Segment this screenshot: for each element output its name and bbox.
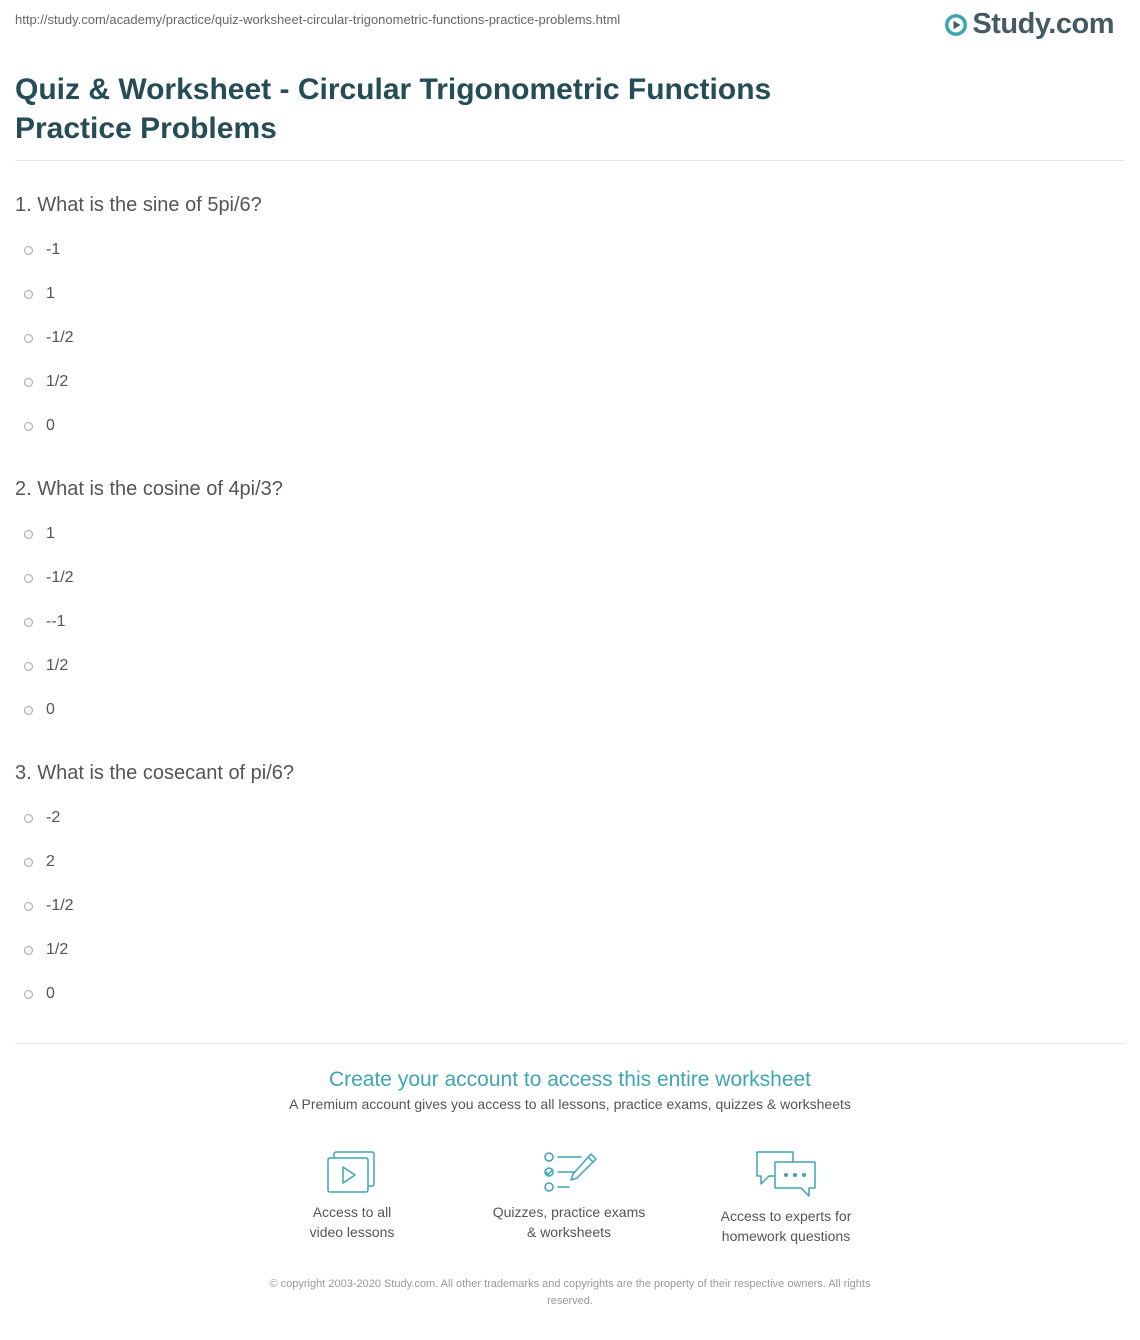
radio-button[interactable] (24, 990, 33, 999)
answer-choice[interactable] (15, 228, 1115, 272)
choice-label: 1/2 (46, 941, 69, 958)
page-title-line-1: Quiz & Worksheet - Circular Trigonometric Functions (15, 73, 772, 106)
feature-experts (686, 1148, 886, 1246)
feature-label-line-2: video lessons (309, 1224, 395, 1240)
logo-text: Study.com (972, 8, 1114, 40)
answer-choice[interactable] (15, 884, 1115, 928)
question-list (15, 190, 1115, 1042)
radio-button[interactable] (24, 530, 33, 539)
cta-title-link[interactable]: Create your account to access this entire worksheet (328, 1068, 812, 1091)
question-text: 3. What is the cosecant of pi/6? (15, 762, 295, 784)
answer-choice[interactable] (15, 600, 1115, 644)
feature-video-lessons (252, 1148, 452, 1242)
feature-label-line-1: Quizzes, practice exams (492, 1204, 646, 1220)
radio-button[interactable] (24, 574, 33, 583)
answer-choice[interactable] (15, 512, 1115, 556)
title-divider (15, 160, 1125, 161)
choice-label: 0 (46, 701, 55, 718)
radio-button[interactable] (24, 946, 33, 955)
feature-quizzes (469, 1148, 669, 1242)
question-2 (15, 474, 1115, 758)
quiz-checklist-icon (539, 1148, 599, 1196)
answer-choice[interactable] (15, 556, 1115, 600)
answer-choice[interactable] (15, 972, 1115, 1016)
chat-bubbles-icon (753, 1148, 819, 1200)
radio-button[interactable] (24, 858, 33, 867)
feature-label (686, 1206, 886, 1246)
choice-label: -1/2 (46, 569, 74, 586)
feature-label (252, 1202, 452, 1242)
choice-label: 1 (46, 285, 55, 302)
radio-button[interactable] (24, 814, 33, 823)
question-text: 2. What is the cosine of 4pi/3? (15, 478, 283, 500)
feature-label-line-1: Access to all (312, 1204, 392, 1220)
page-title (15, 70, 915, 148)
radio-button[interactable] (24, 422, 33, 431)
radio-button[interactable] (24, 290, 33, 299)
choice-label: 1/2 (46, 657, 69, 674)
page-url[interactable]: http://study.com/academy/practice/quiz-worksheet-circular-trigonometric-functions-practice-problems.html (15, 12, 621, 27)
study-logo[interactable] (944, 8, 1114, 41)
feature-label-line-1: Access to experts for (720, 1208, 852, 1224)
radio-button[interactable] (24, 618, 33, 627)
choice-label: 2 (46, 853, 55, 870)
feature-label (469, 1202, 669, 1242)
copyright-line-1: © copyright 2003-2020 Study.com. All other trademarks and copyrights are the property of their respective owners. All rights (269, 1278, 871, 1290)
choice-label: 1 (46, 525, 55, 542)
radio-button[interactable] (24, 378, 33, 387)
top-bar (0, 0, 1140, 50)
video-lessons-icon (324, 1148, 380, 1196)
radio-button[interactable] (24, 246, 33, 255)
choice-label: 0 (46, 417, 55, 434)
feature-label-line-2: & worksheets (526, 1224, 612, 1240)
answer-choice[interactable] (15, 688, 1115, 732)
choice-label: -1 (46, 241, 61, 258)
choice-label: 1/2 (46, 373, 69, 390)
choice-label: --1 (46, 613, 66, 630)
answer-choice[interactable] (15, 840, 1115, 884)
answer-choice[interactable] (15, 928, 1115, 972)
choice-label: -2 (46, 809, 61, 826)
page-title-line-2: Practice Problems (15, 112, 277, 145)
radio-button[interactable] (24, 334, 33, 343)
signup-cta (0, 1066, 1140, 1112)
cta-subtitle: A Premium account gives you access to all lessons, practice exams, quizzes & worksheets (289, 1096, 851, 1112)
answer-choice[interactable] (15, 404, 1115, 448)
play-logo-icon (944, 13, 968, 37)
question-1 (15, 190, 1115, 474)
radio-button[interactable] (24, 662, 33, 671)
copyright-line-2: reserved. (547, 1295, 593, 1307)
cta-divider (15, 1043, 1125, 1044)
answer-choice[interactable] (15, 644, 1115, 688)
choice-label: -1/2 (46, 329, 74, 346)
choice-label: -1/2 (46, 897, 74, 914)
radio-button[interactable] (24, 706, 33, 715)
choice-label: 0 (46, 985, 55, 1002)
question-3 (15, 758, 1115, 1042)
copyright-footer (220, 1276, 920, 1310)
answer-choice[interactable] (15, 360, 1115, 404)
answer-choice[interactable] (15, 316, 1115, 360)
question-text: 1. What is the sine of 5pi/6? (15, 194, 262, 216)
answer-choice[interactable] (15, 272, 1115, 316)
radio-button[interactable] (24, 902, 33, 911)
feature-label-line-2: homework questions (721, 1228, 851, 1244)
answer-choice[interactable] (15, 796, 1115, 840)
